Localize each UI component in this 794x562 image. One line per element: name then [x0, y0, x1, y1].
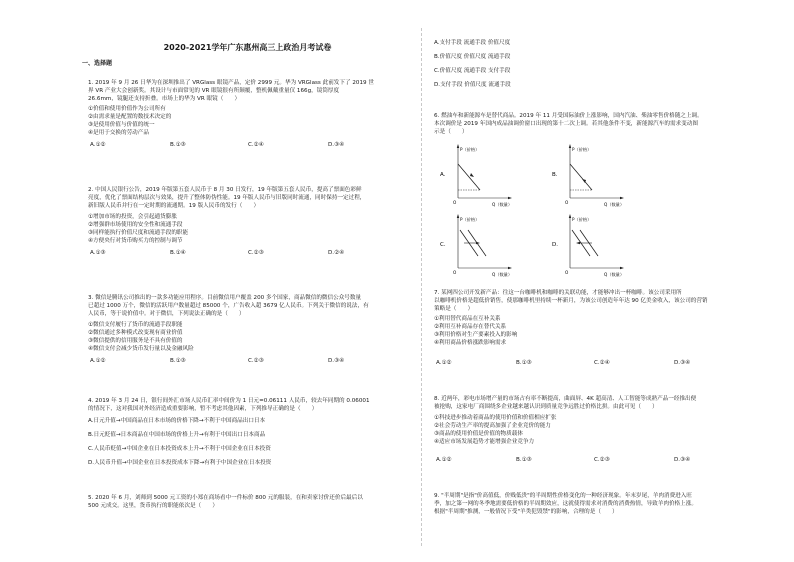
choice-d[interactable]: D.②④: [328, 250, 345, 256]
choice-b[interactable]: B.①③: [516, 360, 532, 366]
graph-option-label: C.: [440, 242, 446, 248]
x-axis-arrow: [620, 267, 624, 269]
question-text-line: 界 VR 产业大会创新奖。其设计与市面常见的 VR 眼镜很有所颠覆，整机佩戴重量仅 166g，镜筒厚度: [88, 88, 340, 94]
question-text-line: 人民币，等于说价值中。对于微信，下列说法正确的是（ ）: [88, 311, 245, 317]
column-divider: [421, 28, 422, 546]
choice-a[interactable]: A.支付手段 流通手段 价值尺度: [434, 40, 511, 46]
question-text-line: 7. 某网四公司开发新产品：往这一台咖啡机和咖啡的关联功能，才能够冲出一杯咖啡。该公司采用所: [434, 290, 682, 296]
axis-label-q: Q（数量）: [604, 272, 625, 277]
axis-origin: O: [565, 270, 569, 275]
statement-item: ②社会劳动生产率的提高加强了企业竞价的能力: [434, 423, 551, 429]
statement-item: ③微信提供的信用服务是不具有价值的: [88, 338, 183, 344]
choice-d[interactable]: D.③④: [674, 360, 691, 366]
axis-label-p: P（价格）: [572, 217, 592, 222]
question-text-line: 以咖啡机价格是超低价销售，使那咖啡机里持续一杯新月，为该公司创造年年达 90 亿美金收入，该公司的营销: [434, 298, 708, 304]
statement-item: ①价值和使用价值作为公司所有: [88, 106, 166, 112]
demand-graph-b: [552, 142, 632, 210]
statement-item: ①利用替代商品在互补关系: [434, 316, 501, 322]
choice-c[interactable]: C.②④: [248, 142, 264, 148]
shift-left-arrow-icon: [576, 242, 580, 244]
axis-label-p: P（价格）: [572, 147, 592, 152]
choice-b[interactable]: B.①③: [170, 142, 186, 148]
question-text-line: 亮度，优化了票面结构层次与效果，提升了整体防伪性能。19 年版人民币与旧版同时流通，同时保持一定过程，: [88, 195, 366, 201]
demand-graph-a: [440, 142, 520, 210]
y-axis-arrow: [457, 214, 459, 218]
statement-item: ②由需求量是配置的数技术决定的: [88, 114, 172, 120]
statement-item: ④适应市场发展趋势才能增强企业竞争力: [434, 439, 535, 445]
question-text-line: 根据"半周期"推测，一般情况下受"羊类犯毁禁"的影响，合理的是（ ）: [434, 509, 618, 515]
choice-c[interactable]: C.②③: [248, 250, 264, 256]
y-axis-arrow: [457, 144, 459, 148]
axis-label-p: P（价格）: [460, 217, 480, 222]
choice-b[interactable]: B.①③: [170, 358, 186, 364]
choice-a[interactable]: A.日元升值→中国商品在日本市场的价格下降→不利于中国商品出口日本: [88, 418, 266, 424]
choice-a[interactable]: A.①②: [90, 142, 106, 148]
statement-item: ③商品的使用价值是价值的物质载体: [434, 431, 523, 437]
statement-item: ③是使用价值与价值的统一: [88, 122, 155, 128]
graph-option-label: D.: [552, 242, 558, 248]
question-text-line: 500 元成交。这里，货币执行的职能依次是（ ）: [88, 503, 218, 509]
statement-item: ①增加市场的投资，会引起通货膨胀: [88, 214, 177, 220]
choice-b[interactable]: B.①③: [516, 457, 532, 463]
choice-b[interactable]: B.价值尺度 价值尺度 流通手段: [434, 54, 511, 60]
x-axis-arrow: [508, 197, 512, 199]
choice-a[interactable]: A.①③: [90, 250, 106, 256]
statement-item: ①微信支付履行了货币的流通手段职能: [88, 322, 183, 328]
x-axis-arrow: [620, 197, 624, 199]
demand-graph-d: [552, 212, 632, 280]
axis-label-q: Q（数量）: [604, 202, 625, 207]
question-text-line: 已超过 1000 万个，微信的活跃用户数量超过 85000 个，广告收入超 3679 亿人民币。下列关于微信的说法，有: [88, 303, 369, 309]
choice-a[interactable]: A.①②: [436, 360, 452, 366]
choice-d[interactable]: D.③④: [328, 142, 345, 148]
choice-c[interactable]: C.价值尺度 流通手段 支付手段: [434, 68, 511, 74]
question-text-line: 季，加之第一网的冬季地需要低价格的半周期效应，这就使得需求对消费的消费热情，导致羊肉价格上涨。: [434, 501, 697, 507]
statement-item: ③利用价格对生产要素投入的影响: [434, 332, 518, 338]
statement-item: ②增强群市场使用的安全性和流通手段: [88, 222, 183, 228]
choice-b[interactable]: B.日元贬值→日本商品在中国市场的价格上升→有利于中国出口日本商品: [88, 432, 266, 438]
statement-item: ②利用互补商品存在替代关系: [434, 324, 507, 330]
axis-origin: O: [453, 270, 457, 275]
question-text-line: 策略是（ ）: [434, 306, 474, 312]
choice-b[interactable]: B.①④: [170, 250, 186, 256]
x-axis-arrow: [508, 267, 512, 269]
graph-option-label: B.: [552, 172, 558, 178]
axis-label-p: P（价格）: [460, 147, 480, 152]
question-text-line: 6. 燃油车和新能源车是替代商品。2019 年 11 月受国际油价上涨影响，国内汽油、柴油零售价格随之上调。: [434, 113, 703, 119]
question-text-line: 本次调价是 2019 年国内成品油调价窗口出现的第十二次上调。若其他条件不变，新能源汽车的需求变动图: [434, 121, 698, 127]
graph-option-label: A.: [440, 172, 446, 178]
question-text-line: 4. 2019 年 3 月 24 日，银行间外汇市场人民币汇率中间价为 1 日元=0.06111 人民币，较去年同期的 0.06001: [88, 398, 370, 404]
axis-label-q: Q（数量）: [492, 202, 513, 207]
question-text-line: 新旧版人民币并行在一定时期的流通期。19 版人民币的发行（ ）: [88, 203, 260, 209]
question-text-line: 的情况下，这对我国对外经济造成重要影响，暂不考虑其他因素，下列推导正确的是（ ）: [88, 406, 318, 412]
axis-origin: O: [565, 200, 569, 205]
choice-c[interactable]: C.②③: [248, 358, 264, 364]
statement-item: ①科技进步推动着商品的使用价值和价值相应扩张: [434, 415, 557, 421]
choice-c[interactable]: C.②③: [594, 457, 610, 463]
exam-title: 2020-2021学年广东惠州高三上政治月考试卷: [163, 43, 332, 52]
question-text-line: 5. 2020 年 6 月，刘师到 5000 元工资的小郑在商场看中一件标价 800 元的服装，在和卖家讨价还价后最后以: [88, 495, 363, 501]
demand-curve-d1: [458, 164, 480, 190]
choice-d[interactable]: D.支付手段 价值尺度 流通手段: [434, 82, 511, 88]
question-text-line: 示是（ ）: [434, 129, 468, 135]
choice-a[interactable]: A.①②: [90, 358, 106, 364]
demand-graph-c: [440, 212, 520, 280]
statement-item: ④是用于交换的劳动产品: [88, 130, 149, 136]
statement-item: ④微信支付会减少货币发行量以及金融风险: [88, 346, 194, 352]
question-text-line: 26.6mm，镜腿还支持折叠。市场上的华为 VR 眼镜（ ）: [88, 96, 241, 102]
choice-c[interactable]: C.人民币贬值→中国企业在日本投资成本上升→不利于中国企业在日本投资: [88, 446, 271, 452]
shift-arrow-icon: [470, 173, 474, 177]
axis-origin: O: [453, 200, 457, 205]
question-text-line: 1. 2019 年 9 月 26 日华为在深圳推出了 VRGlass 眼镜产品，定价 2999 元。华为 VRGlass 此前发下了 2019 世: [88, 80, 374, 86]
choice-d[interactable]: D.人民币升值→中国企业在日本投资成本下降→有利于中国企业在日本投资: [88, 460, 272, 466]
demand-curve-d1: [570, 164, 592, 190]
statement-item: ③同样能执行价值尺度和流通手段的职能: [88, 230, 189, 236]
choice-d[interactable]: D.③④: [328, 358, 345, 364]
choice-d[interactable]: D.③④: [674, 457, 691, 463]
choice-c[interactable]: C.②④: [594, 360, 610, 366]
statement-item: ④方便央行对货币购买力的控制与调节: [88, 238, 183, 244]
question-text-line: 8. 近两年，彩电市场增产量的市场占有率不断提高，曲面屏、4K 超高清、人工智能等成熟产品一经推出便: [434, 396, 697, 402]
choice-a[interactable]: A.①②: [436, 457, 452, 463]
question-text-line: 9. "半周期"是指"价高值低，价贱低贵"的半周期性价格变化的一种经济现象。年末岁尾，羊肉消费进入旺: [434, 493, 692, 499]
question-text-line: 3. 微信是腾讯公司推出的一款多功能应用程序。目前微信用户覆盖 200 多个国家，商品微信的微信公众号数量: [88, 295, 362, 301]
y-axis-arrow: [569, 144, 571, 148]
question-text-line: 2. 中国人民银行公告，2019 年版第五套人民币于 8 月 30 日发行，19 年版第五套人民币，提高了票面色彩鲜: [88, 187, 362, 193]
question-text-line: 被抢购，这家电厂商围绕多企业越来越认识到质量竞争远胜过价格比拼。由此可见（ ）: [434, 404, 658, 410]
section-heading: 一、选择题: [82, 60, 113, 67]
statement-item: ②微信通过多种模式改变现有商业价值: [88, 330, 183, 336]
statement-item: ④利用商品价格涨跌影响需求: [434, 340, 507, 346]
axis-label-q: Q（数量）: [492, 272, 513, 277]
y-axis-arrow: [569, 214, 571, 218]
